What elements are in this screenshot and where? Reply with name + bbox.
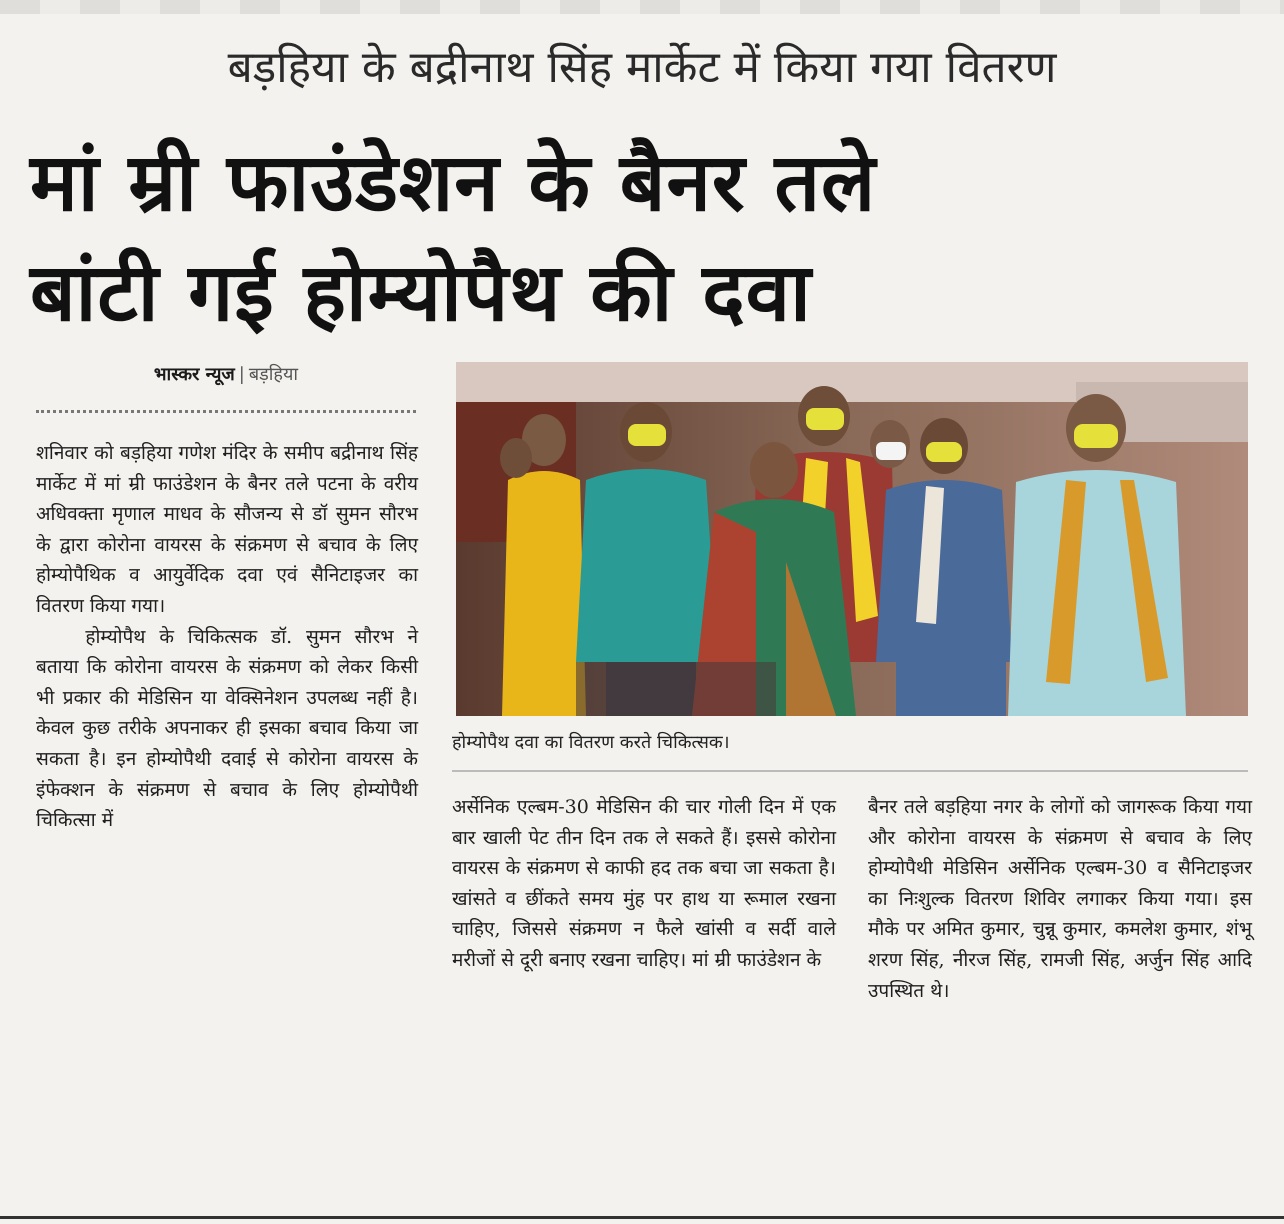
bottom-divider <box>0 1216 1284 1219</box>
photo-caption: होम्योपैथ दवा का वितरण करते चिकित्सक। <box>452 732 730 753</box>
headline-line-2: बांटी गई होम्योपैथ की दवा <box>30 246 812 339</box>
byline <box>36 360 416 413</box>
news-photo <box>456 362 1248 716</box>
article-column-2-text: अर्सेनिक एल्बम-30 मेडिसिन की चार गोली दिन में एक बार खाली पेट तीन दिन तक ले सकते हैं। इससे कोरोना वायरस के संक्रमण से काफी हद तक बचा जा सकता है। खांसते व छींकते समय मुंह पर हाथ या रूमाल रखना चाहिए, जिससे संक्रमण न फैले खांसी व सर्दी वाले मरीजों से दूरी बनाए रखना चाहिए। मां म्री फाउंडेशन के <box>452 796 836 971</box>
kicker-headline: बड़हिया के बद्रीनाथ सिंह मार्केट में किया गया वितरण <box>227 42 1057 93</box>
headline-line-1: मां म्री फाउंडेशन के बैनर तले <box>30 136 877 229</box>
news-photo-illustration <box>456 362 1248 716</box>
article-column-3 <box>868 792 1252 1006</box>
byline-place: बड़हिया <box>248 364 299 385</box>
byline-separator: | <box>238 364 245 385</box>
article-column-3-text: बैनर तले बड़हिया नगर के लोगों को जागरूक किया गया और कोरोना वायरस के संक्रमण से बचाव के लिए होम्योपैथी मेडिसिन अर्सेनिक एल्बम-30 व सैनिटाइजर का निःशुल्क वितरण शिविर लगाकर किया गया। इस मौके पर अमित कुमार, चुन्नू कुमार, कमलेश कुमार, शंभू शरण सिंह, नीरज सिंह, रामजी सिंह, अर्जुन सिंह आदि उपस्थित थे। <box>868 796 1252 1002</box>
byline-source: भास्कर न्यूज <box>153 364 235 385</box>
article-paragraph-2: होम्योपैथ के चिकित्सक डॉ. सुमन सौरभ ने बताया कि कोरोना वायरस के संक्रमण को लेकर किसी भी प्रकार की मेडिसिन या वेक्सिनेशन उपलब्ध नहीं है। केवल कुछ तरीके अपनाकर ही इसका बचाव किया जा सकता है। इन होम्योपैथी दवाई से कोरोना वायरस के इंफेक्शन के संक्रमण से बचाव के लिए होम्योपैथी चिकित्सा में <box>36 625 418 832</box>
caption-divider <box>452 770 1248 772</box>
main-headline <box>30 128 1260 348</box>
article-column-2 <box>452 792 836 976</box>
previous-article-strip <box>0 0 1284 14</box>
article-paragraph-1: शनिवार को बड़हिया गणेश मंदिर के समीप बद्रीनाथ सिंह मार्केट में मां म्री फाउंडेशन के बैनर तले पटना के वरीय अधिवक्ता मृणाल माधव के सौजन्य से डॉ सुमन सौरभ के द्वारा कोरोना वायरस के संक्रमण से बचाव के लिए होम्योपैथिक व आयुर्वेदिक दवा एवं सैनिटाइजर का वितरण किया गया। <box>36 442 418 617</box>
article-column-1 <box>36 438 418 836</box>
